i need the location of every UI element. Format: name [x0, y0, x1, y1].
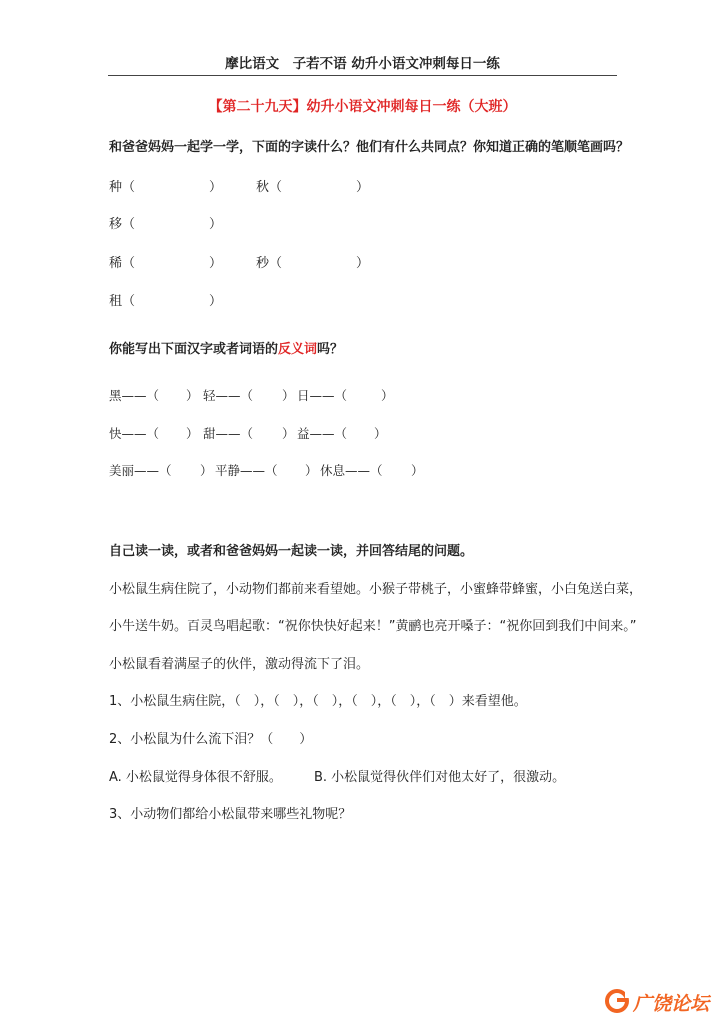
char-item-xi-open: 稀（ — [109, 256, 136, 271]
antonym-hei: 黑——（ — [109, 388, 160, 403]
antonym-yi-close: ） — [374, 426, 387, 441]
char-item-yi-open: 移（ — [109, 217, 136, 232]
story-line-2: 小牛送牛奶。百灵鸟唱起歌：“祝你快快好起来！”黄鹂也亮开嗓子：“祝你回到我们中间来。” — [109, 619, 637, 634]
antonym-hei-close: ） — [186, 388, 199, 403]
antonym-tian: 甜——（ — [203, 426, 254, 441]
antonym-meili-close: ） — [200, 463, 213, 478]
antonym-ri-close: ） — [381, 388, 394, 403]
question-2: 2、小松鼠为什么流下泪？（ ） — [109, 732, 313, 747]
char-item-miao-open: 秒（ — [256, 256, 283, 271]
option-b: B. 小松鼠觉得伙伴们对他太好了，很激动。 — [314, 770, 566, 785]
story-line-3: 小松鼠看着满屋子的伙伴，激动得流下了泪。 — [109, 657, 370, 672]
antonym-qing-close: ） — [282, 388, 295, 403]
header-divider — [108, 75, 617, 76]
char-item-qiu-open: 秋（ — [256, 180, 283, 195]
antonym-kuai: 快——（ — [109, 426, 160, 441]
option-a: A. 小松鼠觉得身体很不舒服。 — [109, 770, 282, 785]
section2-question-end: 吗？ — [317, 342, 344, 357]
page-title: 【第二十九天】幼升小语文冲刺每日一练（大班） — [208, 99, 517, 115]
char-item-yi-close: ） — [209, 217, 223, 232]
char-item-zhong-open: 种（ — [109, 180, 136, 195]
char-item-qiu-close: ） — [356, 180, 370, 195]
antonym-yi: 益——（ — [297, 426, 348, 441]
story-line-1: 小松鼠生病住院了，小动物们都前来看望她。小猴子带桃子，小蜜蜂带蜂蜜，小白兔送白菜， — [109, 582, 643, 597]
antonym-xiuxi-close: ） — [411, 463, 424, 478]
antonym-kuai-close: ） — [186, 426, 199, 441]
section2-question-highlight: 反义词 — [278, 342, 318, 357]
section2-question — [109, 338, 343, 357]
section3-question: 自己读一读，或者和爸爸妈妈一起读一读，并回答结尾的问题。 — [109, 544, 474, 559]
char-item-zhong-close: ） — [209, 180, 223, 195]
section2-question-text: 你能写出下面汉字或者词语的 — [109, 342, 279, 357]
char-item-xi-close: ） — [209, 256, 223, 271]
section1-question: 和爸爸妈妈一起学一学，下面的字读什么？他们有什么共同点？你知道正确的笔顺笔画吗？ — [109, 140, 630, 155]
char-item-zu-close: ） — [209, 294, 223, 309]
page-header: 摩比语文 子若不语 幼升小语文冲刺每日一练 — [225, 56, 500, 72]
char-item-zu-open: 租（ — [109, 294, 136, 309]
question-3: 3、小动物们都给小松鼠带来哪些礼物呢？ — [109, 807, 352, 822]
question-1: 1、小松鼠生病住院，（ ），（ ），（ ），（ ），（ ），（ ）来看望他。 — [109, 694, 527, 709]
antonym-pingjing: 平静——（ — [215, 463, 278, 478]
antonym-tian-close: ） — [282, 426, 295, 441]
antonym-xiuxi: 休息——（ — [320, 463, 383, 478]
char-item-miao-close: ） — [356, 256, 370, 271]
antonym-meili: 美丽——（ — [109, 463, 172, 478]
antonym-ri: 日——（ — [297, 388, 348, 403]
antonym-pingjing-close: ） — [305, 463, 318, 478]
watermark-logo — [603, 986, 711, 1016]
antonym-qing: 轻——（ — [203, 388, 254, 403]
watermark-text: 广饶论坛 — [633, 993, 710, 1015]
